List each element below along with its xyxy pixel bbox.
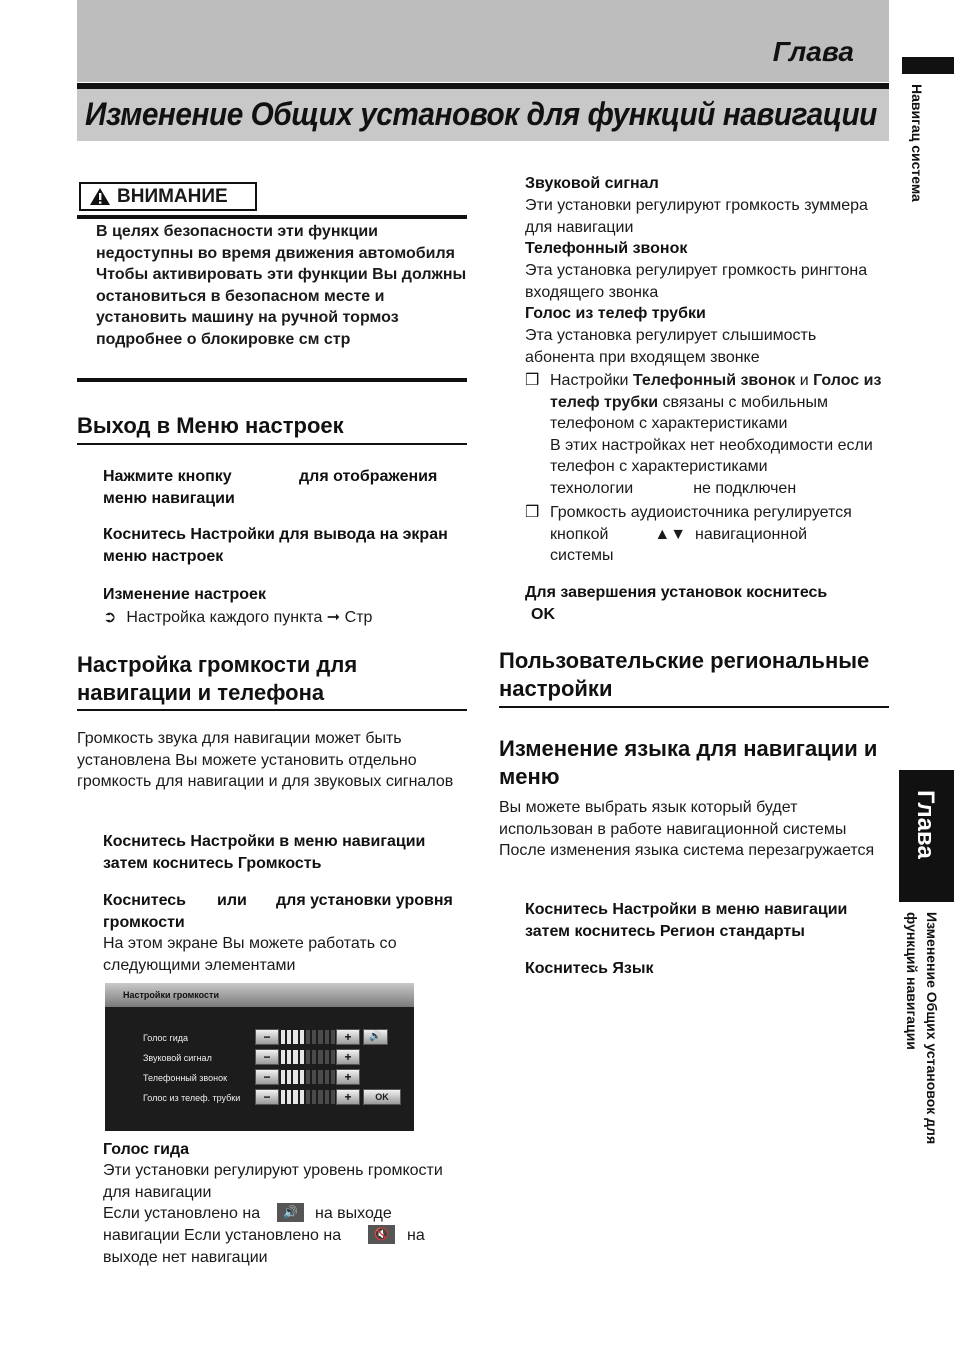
screen-row-label: Телефонный звонок [143, 1073, 228, 1083]
volume-level-bar [281, 1090, 335, 1104]
guide-on-text-b: на выходе [315, 1205, 392, 1222]
page-title: Изменение Общих установок для функций навигации [85, 96, 877, 132]
volume-settings-screenshot [105, 983, 414, 1131]
guide-on-text-a: Если установлено на [103, 1205, 261, 1222]
volume-minus-button[interactable]: − [255, 1069, 279, 1085]
section-rule [499, 706, 889, 708]
finish-ok-label: OK [531, 606, 555, 623]
volume-plus-button[interactable]: + [336, 1029, 360, 1045]
guide-on-text-e: выходе нет навигации [103, 1249, 268, 1266]
finish-instruction: Для завершения установок коснитесь [525, 584, 828, 601]
step-press-button-cont: для отображения [299, 468, 438, 485]
guide-voice-title: Голос гида [103, 1141, 190, 1158]
section-rule [77, 443, 467, 445]
handset-title: Голос из телеф трубки [525, 305, 706, 322]
reference-text: Настройка каждого пункта ➞ Стр [126, 609, 373, 626]
note-1 [550, 370, 888, 500]
warning-icon [89, 187, 111, 206]
side-section-label: Навигац система [909, 84, 925, 202]
step-press-button: Нажмите кнопку [103, 468, 232, 485]
note-1-g: технологии [550, 479, 634, 497]
screen-header [105, 983, 414, 1007]
volume-minus-button[interactable]: − [255, 1089, 279, 1105]
reference-line [103, 607, 372, 629]
warning-bottom-rule [77, 378, 467, 382]
guide-on-text-d: на [407, 1227, 425, 1244]
warning-top-rule [77, 215, 467, 219]
speaker-on-icon: 🔊 [277, 1203, 304, 1222]
screen-row-guide [105, 1029, 414, 1047]
note-2-a: Громкость аудиоисточника регулируется [550, 504, 852, 521]
speaker-off-icon: 🔇 [368, 1225, 395, 1244]
note-1-e: связаны с мобильным телефоном с характеристиками [550, 393, 828, 433]
screen-row-label: Голос гида [143, 1033, 189, 1043]
screen-row-label: Голос из телеф. трубки [143, 1093, 241, 1103]
note-2 [550, 502, 888, 567]
note-2-b: кнопкой [550, 525, 609, 543]
volume-step2-d: громкости [103, 914, 185, 931]
volume-step2-a: Коснитесь [103, 892, 186, 909]
beep-text: Эти установки регулируют громкость зуммера для навигации [525, 197, 868, 236]
volume-intro: Громкость звука для навигации может быть установлена Вы можете установить отдельно громкость для навигации и для звуковых сигналов [77, 730, 454, 791]
volume-plus-button[interactable]: + [336, 1089, 360, 1105]
beep-title: Звуковой сигнал [525, 175, 659, 192]
volume-level-bar [281, 1070, 335, 1084]
volume-level-bar [281, 1050, 335, 1064]
note-1-b: Телефонный звонок [632, 372, 796, 389]
volume-step2-b: или [217, 892, 247, 909]
side-chapter-tab-label: Глава [912, 790, 939, 859]
language-step2: Коснитесь Язык [525, 960, 654, 977]
note-1-c: и [799, 372, 809, 389]
reference-arrow-icon: ➲ [103, 609, 117, 626]
handset-text: Эта установка регулирует слышимость абонента при входящем звонке [525, 327, 817, 366]
note-1-h: не подключен [693, 479, 797, 497]
section-rule [77, 709, 467, 711]
screen-row-ring [105, 1069, 414, 1087]
up-down-arrows-icon: ▲▼ [654, 525, 687, 543]
side-chapter-title: Изменение Общих установок для функций навигации [904, 912, 940, 1145]
note-bullet-icon: ❒ [525, 504, 540, 521]
step-touch-settings: Коснитесь Настройки для вывода на экран меню настроек [103, 526, 448, 565]
chapter-label: Глава [772, 36, 854, 67]
volume-step2-c: для установки уровня [276, 892, 453, 909]
ok-button[interactable]: OK [363, 1089, 401, 1105]
volume-plus-button[interactable]: + [336, 1049, 360, 1065]
settings-menu-heading: Выход в Меню настроек [77, 413, 344, 438]
regional-heading: Пользовательские региональные настройки [499, 648, 870, 701]
note-2-d: навигационной [694, 525, 808, 543]
volume-step2-text: На этом экране Вы можете работать со следующими элементами [103, 935, 397, 974]
note-1-a: Настройки [550, 372, 629, 389]
screen-title: Настройки громкости [123, 990, 219, 1000]
header-band [77, 0, 889, 82]
note-1-f: В этих настройках нет необходимости если телефон с характеристиками [550, 436, 873, 476]
warning-box [79, 182, 257, 211]
speaker-icon[interactable]: 🔊 [363, 1029, 388, 1045]
volume-step1: Коснитесь Настройки в меню навигации затем коснитесь Громкость [103, 833, 426, 872]
ring-title: Телефонный звонок [525, 240, 688, 257]
volume-level-bar [281, 1030, 335, 1044]
volume-heading: Настройка громкости для навигации и телефона [77, 652, 358, 705]
screen-row-label: Звуковой сигнал [143, 1053, 212, 1063]
guide-on-text-c: навигации Если установлено на [103, 1227, 342, 1244]
language-heading: Изменение языка для навигации и меню [499, 736, 878, 789]
language-text: Вы можете выбрать язык который будет использован в работе навигационной системы После изменения языка система перезагружается [499, 799, 875, 860]
guide-voice-text: Эти установки регулируют уровень громкости для навигации [103, 1162, 443, 1201]
warning-label: ВНИМАНИЕ [117, 185, 228, 207]
warning-text: В целях безопасности эти функции недоступны во время движения автомобиля Чтобы активировать эти функции Вы должны остановиться в безопасном месте и установить машину на ручной тормоз подробнее о блокировке см стр [96, 223, 467, 348]
step-press-button-end: меню навигации [103, 490, 235, 507]
step-change-settings: Изменение настроек [103, 586, 266, 603]
note-2-e: системы [550, 547, 614, 565]
volume-plus-button[interactable]: + [336, 1069, 360, 1085]
language-step1: Коснитесь Настройки в меню навигации затем коснитесь Регион стандарты [525, 901, 848, 940]
screen-row-handset [105, 1089, 414, 1107]
volume-minus-button[interactable]: − [255, 1029, 279, 1045]
screen-row-beep [105, 1049, 414, 1067]
note-1-d: Голос из телеф трубки [550, 372, 882, 411]
note-bullet-icon: ❒ [525, 372, 540, 389]
volume-minus-button[interactable]: − [255, 1049, 279, 1065]
ring-text: Эта установка регулирует громкость рингтона входящего звонка [525, 262, 868, 301]
side-tab-marker [902, 57, 954, 74]
